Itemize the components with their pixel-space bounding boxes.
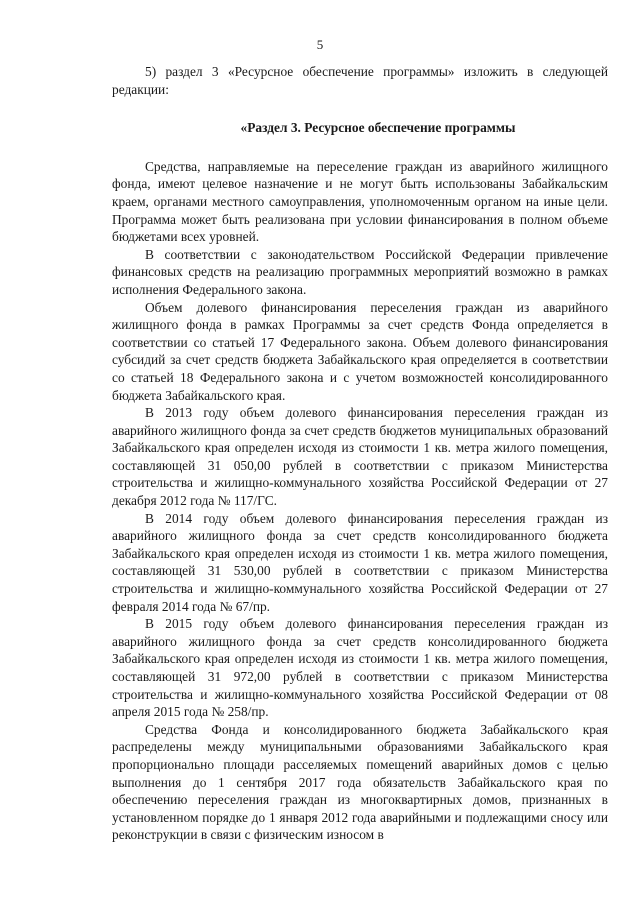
body-paragraph: Средства Фонда и консолидированного бюджета Забайкальского края распределены между муниципальными образованиями Забайкальского края пропорционально площади расселяемых помещений аварийных домов с целью выполнения до 1 сентября 2017 года обязательств Забайкальского края по обеспечению переселения граждан из многоквартирных домов, признанных в установленном порядке до 1 января 2012 года аварийными и подлежащими сносу или реконструкции в связи с физическим износом в [112,721,608,843]
body-paragraph: В 2013 году объем долевого финансирования переселения граждан из аварийного жилищного фонда за счет средств бюджетов муниципальных образований Забайкальского края определен исходя из стоимости 1 кв. метра жилого помещения, составляющей 31 050,00 рублей в соответствии с приказом Министерства строительства и жилищно-коммунального хозяйства Российской Федерации от 27 декабря 2012 года № 117/ГС. [112,405,608,509]
section-heading: «Раздел 3. Ресурсное обеспечение программы [240,120,516,136]
body-paragraph: В 2014 году объем долевого финансирования переселения граждан из аварийного жилищного фонда за счет средств консолидированного бюджета Забайкальского края определен исходя из стоимости 1 кв. метра жилого помещения, составляющей 31 530,00 рублей в соответствии с приказом Министерства строительства и жилищно-коммунального хозяйства Российской Федерации от 27 февраля 2014 года № 67/пр. [112,510,608,614]
page-number: 5 [316,37,324,52]
body-paragraph: В соответствии с законодательством Российской Федерации привлечение финансовых средств на реализацию программных мероприятий возможно в рамках исполнения Федерального закона. [112,246,608,297]
body-paragraph: Средства, направляемые на переселение граждан из аварийного жилищного фонда, имеют целевое назначение и не могут быть использованы Забайкальским краем, органами местного самоуправления, уполномоченным органом на иные цели. Программа может быть реализована при условии финансирования в полном объеме бюджетами всех уровней. [112,158,608,245]
document-body [112,63,608,844]
body-paragraph: В 2015 году объем долевого финансирования переселения граждан из аварийного жилищного фонда за счет средств консолидированного бюджета Забайкальского края определен исходя из стоимости 1 кв. метра жилого помещения, составляющей 31 972,00 рублей в соответствии с приказом Министерства строительства и жилищно-коммунального хозяйства Российской Федерации от 08 апреля 2015 года № 258/пр. [112,616,608,720]
intro-paragraph: 5) раздел 3 «Ресурсное обеспечение программы» изложить в следующей редакции: [112,64,608,97]
body-paragraph: Объем долевого финансирования переселения граждан из аварийного жилищного фонда в рамках Программы за счет средств Фонда определяется в соответствии со статьей 17 Федерального закона. Объем долевого финансирования субсидий за счет средств бюджета Забайкальского края определяется в соответствии со статьей 18 Федерального закона и с учетом возможностей консолидированного бюджета Забайкальского края. [112,299,608,403]
